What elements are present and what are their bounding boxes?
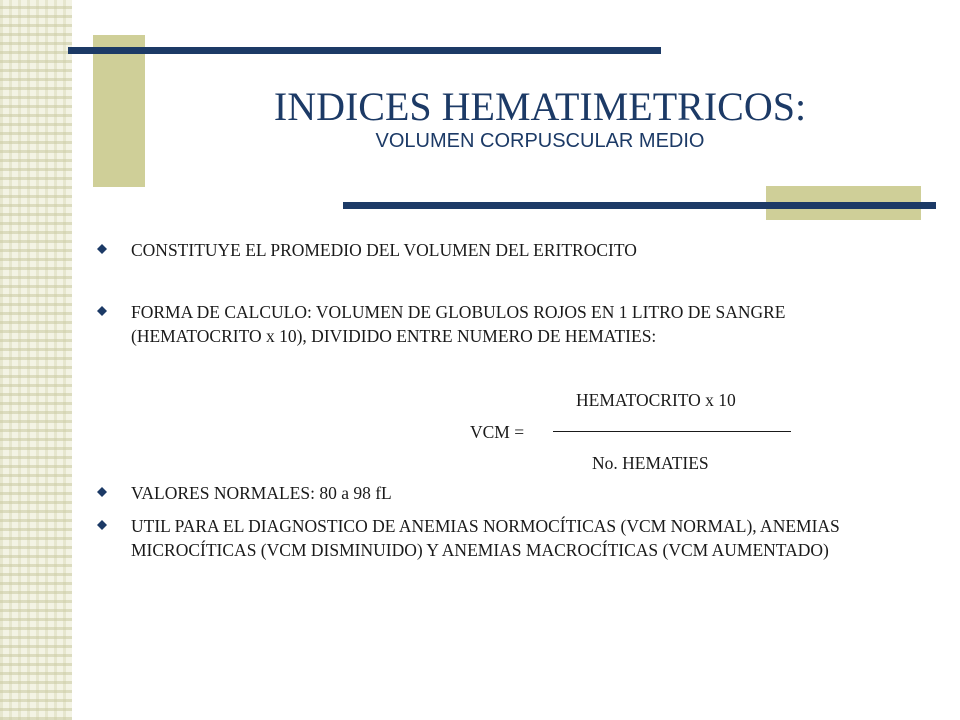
diamond-bullet-icon xyxy=(97,244,107,254)
bullet-text: VALORES NORMALES: 80 a 98 fL xyxy=(131,483,392,503)
bullet-text: FORMA DE CALCULO: VOLUMEN DE GLOBULOS ROJOS EN 1 LITRO DE SANGRE (HEMATOCRITO x 10), DIVIDIDO ENTRE NUMERO DE HEMATIES: xyxy=(131,302,786,346)
bullet-item xyxy=(97,238,887,262)
bullet-item xyxy=(97,481,887,505)
formula-denominator: No. HEMATIES xyxy=(592,453,709,473)
formula-numerator: HEMATOCRITO x 10 xyxy=(576,390,736,410)
bullet-item xyxy=(97,300,887,348)
olive-accent-block-left xyxy=(93,35,145,187)
formula-fraction-line xyxy=(553,431,791,432)
diamond-bullet-icon xyxy=(97,520,107,530)
title-block xyxy=(170,84,910,152)
diamond-bullet-icon xyxy=(97,306,107,316)
bullet-item xyxy=(97,514,887,562)
navy-rule-bottom xyxy=(343,202,936,209)
left-texture-strip xyxy=(0,0,72,720)
bullet-text: UTIL PARA EL DIAGNOSTICO DE ANEMIAS NORMOCÍTICAS (VCM NORMAL), ANEMIAS MICROCÍTICAS (VCM DISMINUIDO) Y ANEMIAS MACROCÍTICAS (VCM AUMENTADO) xyxy=(131,516,840,560)
formula-lhs: VCM = xyxy=(470,422,525,442)
bullet-text: CONSTITUYE EL PROMEDIO DEL VOLUMEN DEL ERITROCITO xyxy=(131,240,637,260)
slide-subtitle: VOLUMEN CORPUSCULAR MEDIO xyxy=(375,130,705,152)
navy-rule-top xyxy=(68,47,661,54)
slide-title: INDICES HEMATIMETRICOS: xyxy=(273,84,807,129)
diamond-bullet-icon xyxy=(97,487,107,497)
